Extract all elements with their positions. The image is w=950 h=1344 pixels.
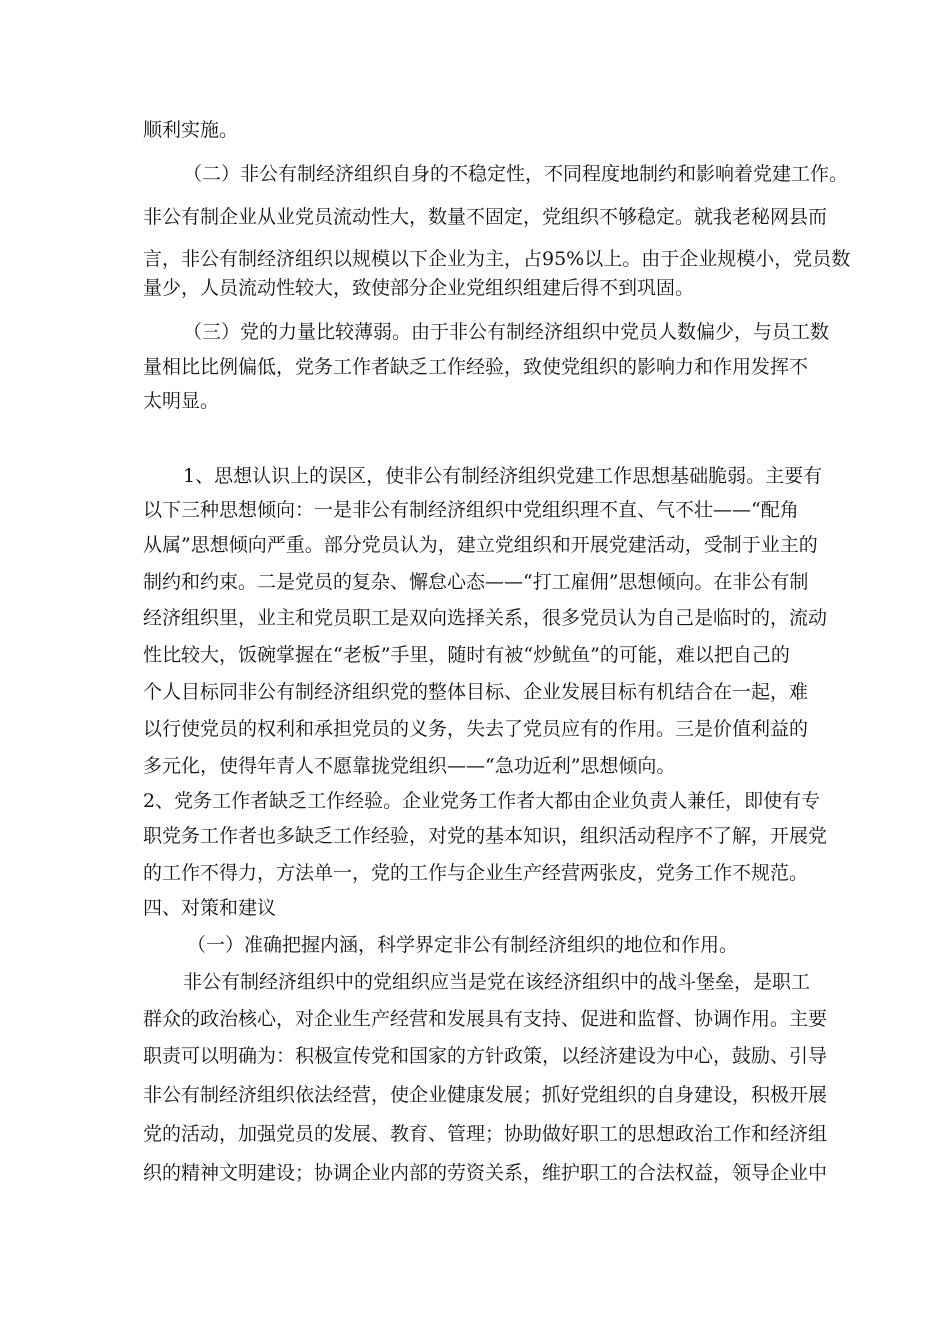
text-line: 职党务工作者也多缺乏工作经验，对党的基本知识，组织活动程序不了解，开展党 xyxy=(143,825,828,847)
text-line: 个人目标同非公有制经济组织党的整体目标、企业发展目标有机结合在一起，难 xyxy=(143,681,809,703)
text-line: 从属”思想倾向严重。部分党员认为，建立党组织和开展党建活动，受制于业主的 xyxy=(143,534,818,556)
text-line: 以行使党员的权利和承担党员的义务，失去了党员应有的作用。三是价值利益的 xyxy=(143,718,809,740)
section-heading: （一）准确把握内涵，科学界定非公有制经济组织的地位和作用。 xyxy=(187,934,739,956)
text-line: 量相比比例偏低，党务工作者缺乏工作经验，致使党组织的影响力和作用发挥不 xyxy=(143,356,809,378)
section-heading: （三）党的力量比较薄弱。由于非公有制经济组织中党员人数偏少，与员工数 xyxy=(183,321,830,343)
text-line: 党的活动，加强党员的发展、教育、管理；协助做好职工的思想政治工作和经济组 xyxy=(143,1123,828,1145)
text-line: 性比较大，饭碗掌握在“老板”手里，随时有被“炒鱿鱼”的可能，难以把自己的 xyxy=(143,644,790,666)
text-line: 非公有制经济组织中的党组织应当是党在该经济组织中的战斗堡垒，是职工 xyxy=(183,971,811,993)
text-line: 群众的政治核心，对企业生产经营和发展具有支持、促进和监督、协调作用。主要 xyxy=(143,1008,828,1030)
text-line: 多元化，使得年青人不愿靠拢党组织——“急功近利”思想倾向。 xyxy=(143,755,676,777)
section-title: 四、对策和建议 xyxy=(143,897,277,919)
text-line: 量少，人员流动性较大，致使部分企业党组织组建后得不到巩固。 xyxy=(143,277,695,299)
text-line: 制约和约束。二是党员的复杂、懈怠心态——“打工雇佣”思想倾向。在非公有制 xyxy=(143,571,809,593)
text-line: 非公有制经济组织依法经营，使企业健康发展；抓好党组织的自身建设，积极开展 xyxy=(143,1084,828,1106)
text-line: 太明显。 xyxy=(143,390,220,412)
numbered-paragraph: 2、党务工作者缺乏工作经验。企业党务工作者大都由企业负责人兼任，即使有专 xyxy=(143,790,821,812)
text-line: 的工作不得力，方法单一，党的工作与企业生产经营两张皮，党务工作不规范。 xyxy=(143,862,809,884)
text-line: 职责可以明确为：积极宣传党和国家的方针政策，以经济建设为中心，鼓励、引导 xyxy=(143,1045,828,1067)
text-line: 经济组织里，业主和党员职工是双向选择关系，很多党员认为自己是临时的，流动 xyxy=(143,607,828,629)
section-heading: （二）非公有制经济组织自身的不稳定性，不同程度地制约和影响着党建工作。 xyxy=(183,163,849,185)
text-line: 以下三种思想倾向：一是非公有制经济组织中党组织理不直、气不壮——“配角 xyxy=(143,499,799,521)
numbered-paragraph: 1、思想认识上的误区，使非公有制经济组织党建工作思想基础脆弱。主要有 xyxy=(183,465,823,487)
text-line: 织的精神文明建设；协调企业内部的劳资关系，维护职工的合法权益，领导企业中 xyxy=(143,1162,828,1184)
text-line: 非公有制企业从业党员流动性大，数量不固定，党组织不够稳定。就我老秘网县而 xyxy=(143,206,828,228)
text-line: 言，非公有制经济组织以规模以下企业为主，占95%以上。由于企业规模小，党员数 xyxy=(143,248,851,270)
text-line: 顺利实施。 xyxy=(143,119,239,141)
